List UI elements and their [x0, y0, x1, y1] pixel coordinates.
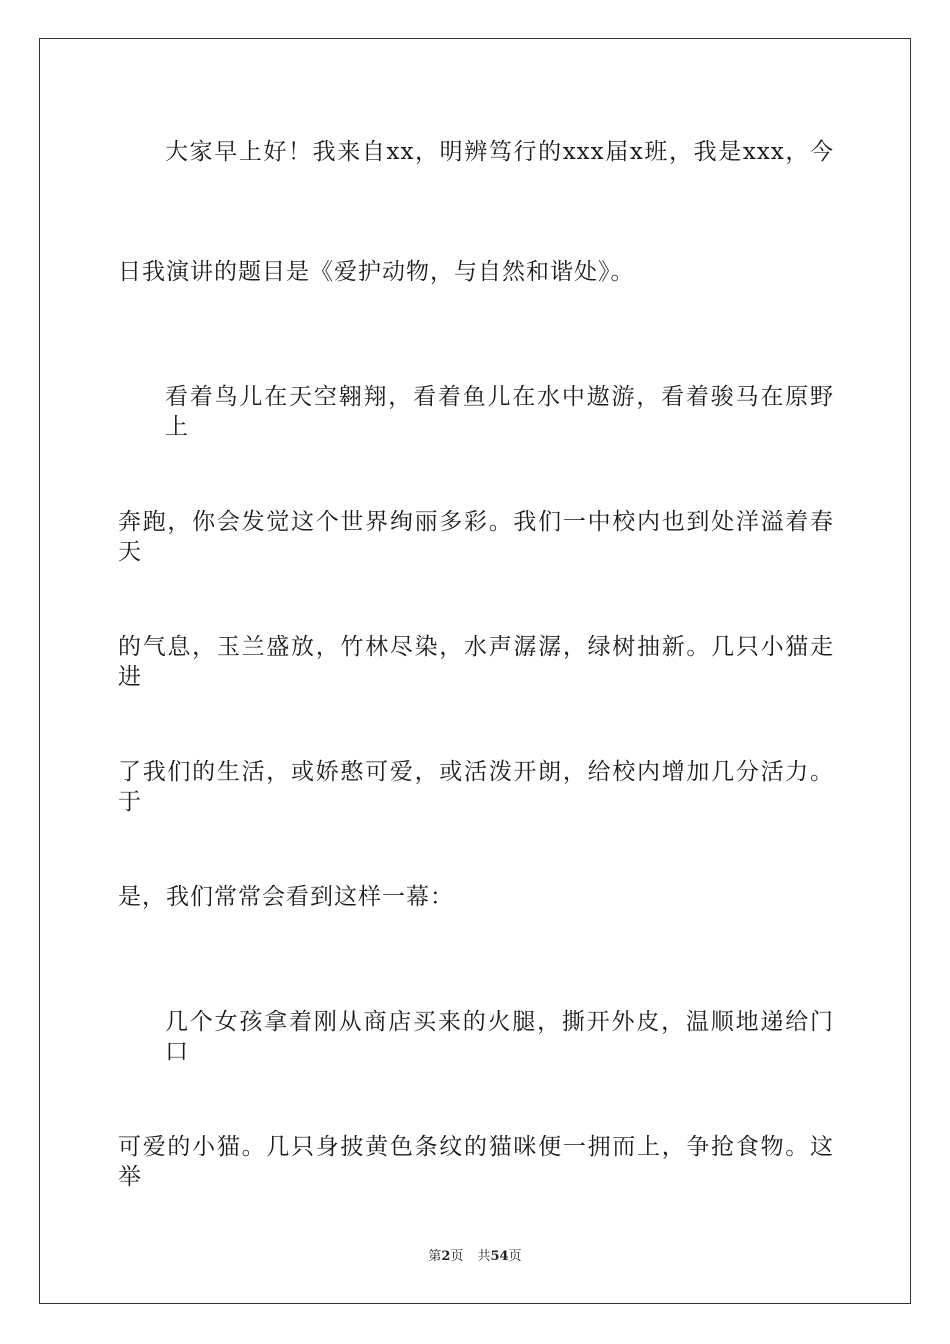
- page-frame: [39, 38, 911, 1304]
- footer-total-prefix: 共: [477, 1249, 491, 1264]
- footer-total-pages: 54: [490, 1249, 509, 1264]
- footer-page-number: 2: [441, 1249, 451, 1264]
- paragraph-2-line-5: 是，我们常常会看到这样一幕：: [118, 884, 454, 910]
- footer-page-prefix: 第: [428, 1249, 442, 1264]
- paragraph-2-line-4: 了我们的生活，或娇憨可爱，或活泼开朗，给校内增加几分活力。于: [118, 759, 834, 815]
- paragraph-2-line-1: 看着鸟儿在天空翱翔，看着鱼儿在水中遨游，看着骏马在原野上: [165, 384, 834, 440]
- paragraph-1-line-1: 大家早上好！我来自xx，明辨笃行的xxx届x班，我是xxx，今: [165, 139, 834, 165]
- page-footer: [0, 1249, 950, 1265]
- footer-total-suffix: 页: [508, 1249, 522, 1264]
- paragraph-2-line-2: 奔跑，你会发觉这个世界绚丽多彩。我们一中校内也到处洋溢着春天: [118, 509, 834, 565]
- paragraph-3-line-1: 几个女孩拿着刚从商店买来的火腿，撕开外皮，温顺地递给门口: [165, 1009, 834, 1065]
- paragraph-2-line-3: 的气息，玉兰盛放，竹林尽染，水声潺潺，绿树抽新。几只小猫走进: [118, 634, 834, 690]
- footer-page-suffix: 页: [450, 1249, 464, 1264]
- paragraph-1-line-2: 日我演讲的题目是《爱护动物，与自然和谐处》。: [118, 259, 635, 285]
- paragraph-3-line-2: 可爱的小猫。几只身披黄色条纹的猫咪便一拥而上，争抢食物。这举: [118, 1134, 834, 1190]
